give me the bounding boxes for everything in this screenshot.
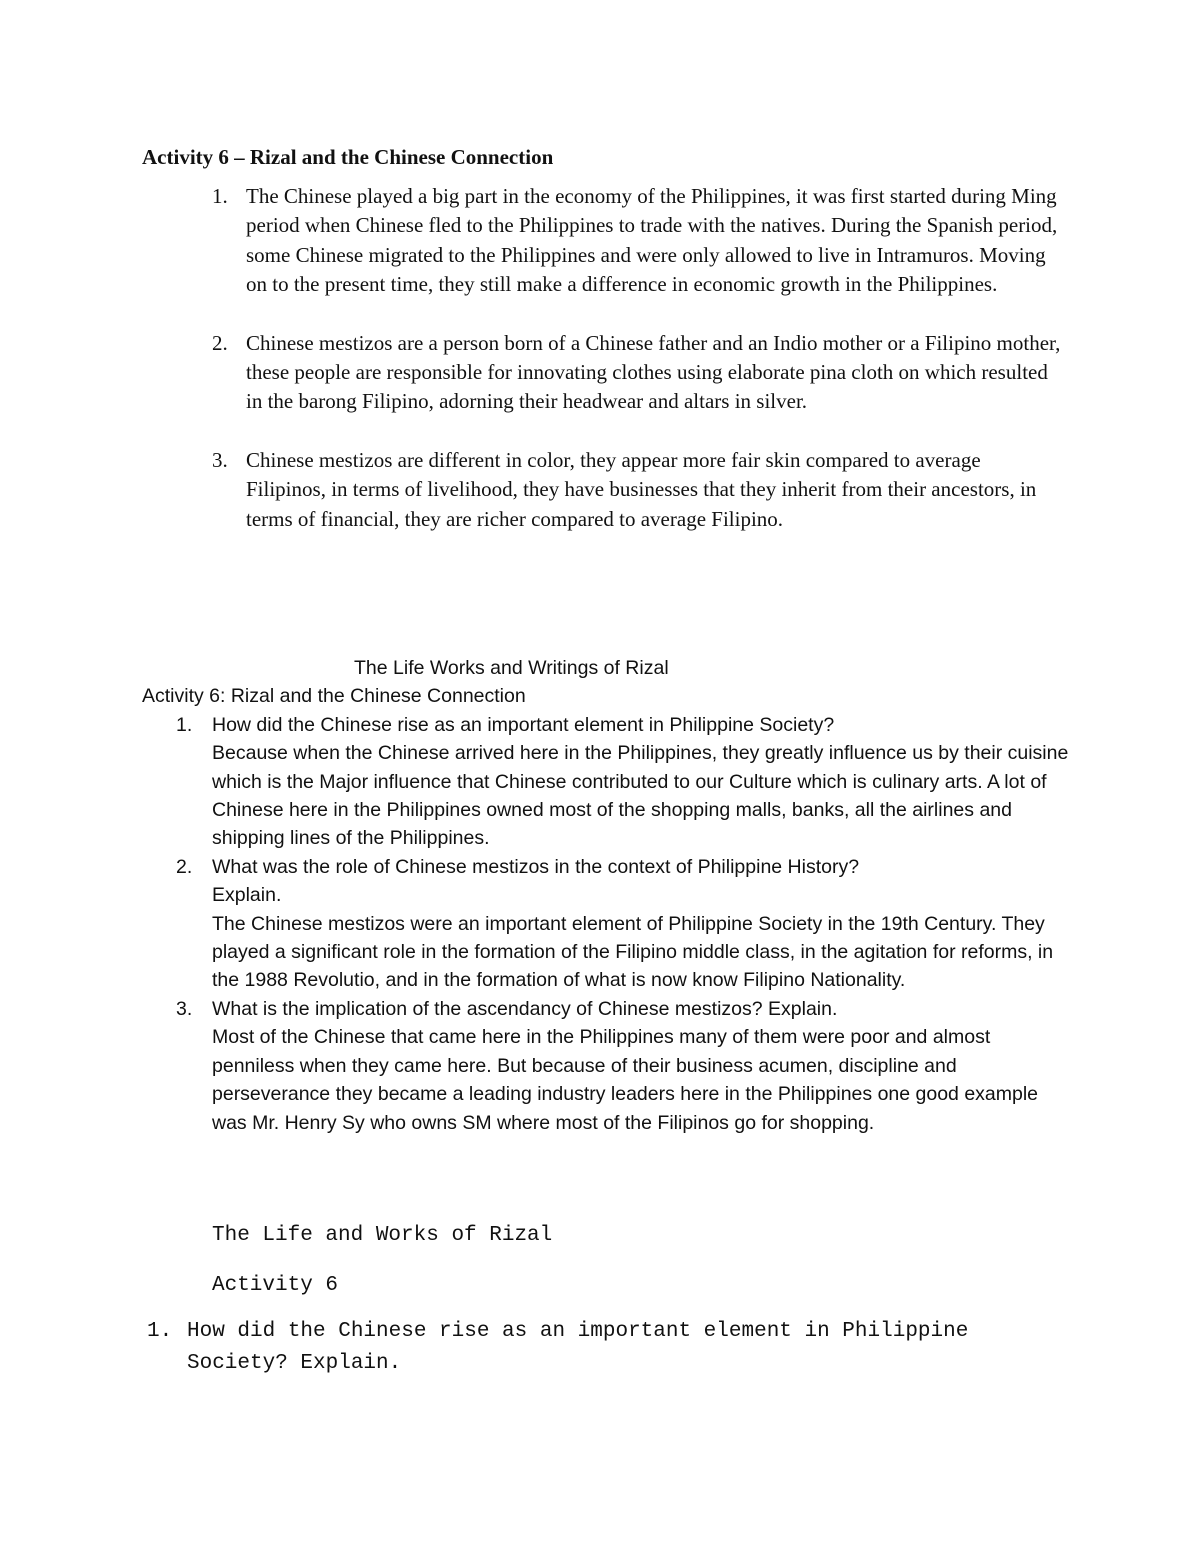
list-item-text: The Chinese played a big part in the economy of the Philippines, it was first started during Ming period when Chinese fled to the Philippines to trade with the natives. During the Spanish period, some Chinese migrated to the Philippines and were only allowed to live in Intramuros. Moving on to the present time, they still make a difference in economic growth in the Philippines.	[246, 184, 1058, 297]
list-item	[142, 711, 1072, 853]
activity-subtitle: Activity 6: Rizal and the Chinese Connection	[142, 685, 526, 708]
list-item-text: Chinese mestizos are different in color, they appear more fair skin compared to average Filipinos, in terms of livelihood, they have businesses that they inherit from their ancestors, in terms of financial, they are richer compared to average Filipino.	[246, 447, 1037, 531]
list-item-text: How did the Chinese rise as an important element in Philippine Society? Explain.	[187, 1320, 969, 1375]
list-item	[142, 329, 1062, 417]
question-text: What is the implication of the ascendancy of Chinese mestizos? Explain.	[212, 997, 838, 1020]
question-list	[142, 711, 1072, 1137]
list-number: 2.	[212, 330, 228, 355]
question-text: How did the Chinese rise as an important element in Philippine Society?	[212, 713, 835, 736]
list-item	[142, 995, 1072, 1137]
list-number: 3.	[176, 997, 193, 1020]
list-number: 1.	[176, 713, 193, 736]
list-number: 2.	[176, 855, 193, 878]
section-sans-answers	[142, 654, 1072, 1137]
list-item	[142, 1316, 1072, 1380]
mono-subtitle: Activity 6	[212, 1274, 339, 1297]
list-item-text: Chinese mestizos are a person born of a Chinese father and an Indio mother or a Filipino mother, these people are responsible for innovating clothes using elaborate pina cloth on which resulted in the barong Filipino, adorning their headwear and altars in silver.	[246, 330, 1061, 414]
spacer	[142, 1252, 1072, 1270]
list-number: 3.	[212, 447, 228, 472]
list-item	[142, 446, 1062, 534]
answer-list	[142, 182, 1062, 534]
section-mono	[142, 1220, 1072, 1380]
mono-title: The Life and Works of Rizal	[212, 1224, 553, 1247]
section-serif-answers	[142, 140, 1062, 563]
mono-question-list	[142, 1316, 1072, 1380]
list-number: 1.	[147, 1320, 173, 1343]
list-item	[142, 853, 1072, 995]
question-extra: Explain.	[212, 884, 282, 907]
answer-text: Because when the Chinese arrived here in the Philippines, they greatly influence us by their cuisine which is the Major influence that Chinese contributed to our Culture which is culinary arts. A lot of Chinese here in the Philippines owned most of the shopping malls, banks, all the airlines and shipping lines of the Philippines.	[212, 742, 1069, 850]
question-text: What was the role of Chinese mestizos in the context of Philippine History?	[212, 855, 860, 878]
list-number: 1.	[212, 184, 228, 208]
answer-text: Most of the Chinese that came here in the Philippines many of them were poor and almost penniless when they came here. But because of their business acumen, discipline and perseverance they became a leading industry leaders here in the Philippines one good example was Mr. Henry Sy who owns SM where most of the Filipinos go for shopping.	[212, 1026, 1039, 1134]
list-item	[142, 182, 1062, 300]
document-title: The Life Works and Writings of Rizal	[354, 657, 669, 679]
answer-text: The Chinese mestizos were an important element of Philippine Society in the 19th Century. They played a significant role in the formation of the Filipino middle class, in the agitation for reforms, in the 1988 Revolutio, and in the formation of what is now know Filipino Nationality.	[212, 912, 1054, 992]
activity-heading: Activity 6 – Rizal and the Chinese Connection	[142, 145, 554, 169]
